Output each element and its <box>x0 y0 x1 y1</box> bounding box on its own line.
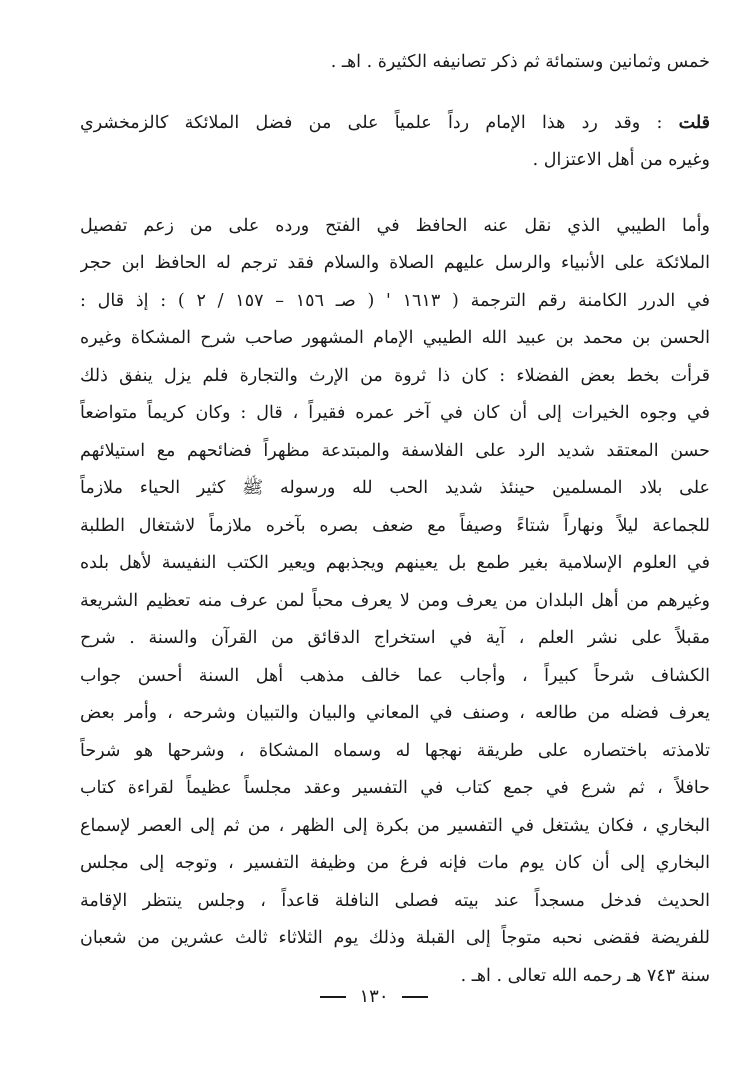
text-line: على بلاد المسلمين حينئذ شديد الحب لله ورسوله ﷺ كثير الحياء ملازماً <box>80 478 710 498</box>
text-line: يعرف فضله من طالعه ، وصنف في المعاني والبيان والتبيان وشرحه ، وأمر بعض <box>80 703 710 723</box>
text-line: مقبلاً على نشر العلم ، آية في استخراج الدقائق من القرآن والسنة . شرح <box>80 628 710 648</box>
text-line: قرأت بخط بعض الفضلاء : كان ذا ثروة من الإرث والتجارة فلم يزل ينفق ذلك <box>80 365 710 386</box>
paragraph-gap <box>80 180 710 208</box>
text-line: الملائكة على الأنبياء والرسل عليهم الصلاة والسلام فقد ترجم له الحافظ ابن حجر <box>80 253 710 273</box>
text-line: في الدرر الكامنة رقم الترجمة ( ١٦١٣ ' ( صـ ١٥٦ – ١٥٧ / ٢ ) : إذ قال : <box>80 290 710 311</box>
text-line: في وجوه الخيرات إلى أن كان في آخر عمره فقيراً ، قال : وكان كريماً متواضعاً <box>80 403 710 423</box>
text-line: حسن المعتقد شديد الرد على الفلاسفة والمبتدعة مظهراً فضائحهم مع استيلائهم <box>80 440 710 461</box>
text-fragment: : وقد رد هذا الإمام رداً علمياً على من فضل الملائكة كالزمخشري <box>80 112 679 133</box>
text-line: للفريضة فقضى نحبه متوجاً إلى القبلة وذلك يوم الثلاثاء ثالث عشرين من شعبان <box>80 928 710 948</box>
text-line: الحديث فدخل مسجداً عند بيته فصلى النافلة قاعداً ، وجلس ينتظر الإقامة <box>80 890 710 911</box>
text-line: الكشاف شرحاً كبيراً ، وأجاب عما خالف مذهب أهل السنة أحسن جواب <box>80 665 710 686</box>
text-line: خمس وثمانين وستمائة ثم ذكر تصانيفه الكثيرة . اهـ . <box>330 52 710 72</box>
page-number-dash-right <box>402 996 428 998</box>
paragraph-gap <box>80 82 710 105</box>
page-number: ١٣٠ <box>359 986 389 1007</box>
text-line: حافلاً ، ثم شرع في جمع كتاب في التفسير وعقد مجلساً عظيماً لقراءة كتاب <box>80 778 710 798</box>
text-line: البخاري إلى أن كان يوم مات فإنه فرغ من وظيفة التفسير ، وتوجه إلى مجلس <box>80 853 710 873</box>
text-line: الحسن بن محمد بن عبيد الله الطيبي الإمام المشهور صاحب شرح المشكاة وغيره <box>80 328 710 348</box>
text-line: في العلوم الإسلامية بغير طمع بل يعينهم ويجذبهم ويعير الكتب النفيسة لأهل بلده <box>80 553 710 573</box>
page-footer <box>0 985 748 1009</box>
paragraph-2 <box>80 105 710 180</box>
text-line: وغيره من أهل الاعتزال . <box>532 150 710 170</box>
qult-lead-word: قلت <box>678 112 710 133</box>
paragraph-1 <box>80 44 710 82</box>
text-line: تلامذته باختصاره على طريقة نهجها له وسماه المشكاة ، وشرحها هو شرحاً <box>80 740 710 761</box>
page-body <box>80 44 710 995</box>
text-line <box>80 105 710 143</box>
text-line: البخاري ، فكان يشتغل في التفسير من بكرة إلى الظهر ، من ثم إلى العصر لإسماع <box>80 815 710 836</box>
text-line: وأما الطيبي الذي نقل عنه الحافظ في الفتح ورده على من زعم تفصيل <box>80 215 710 236</box>
text-line: سنة ٧٤٣ هـ رحمه الله تعالى . اهـ . <box>460 965 710 986</box>
paragraph-3 <box>80 208 710 996</box>
page-number-dash-left <box>320 996 346 998</box>
text-line: للجماعة ليلاً ونهاراً شتاءً وصيفاً مع ضعف بصره بآخره ملازماً لاشتغال الطلبة <box>80 515 710 536</box>
text-line: وغيرهم من أهل البلدان من يعرف ومن لا يعرف محباً لمن عرف منه تعظيم الشريعة <box>80 590 710 611</box>
